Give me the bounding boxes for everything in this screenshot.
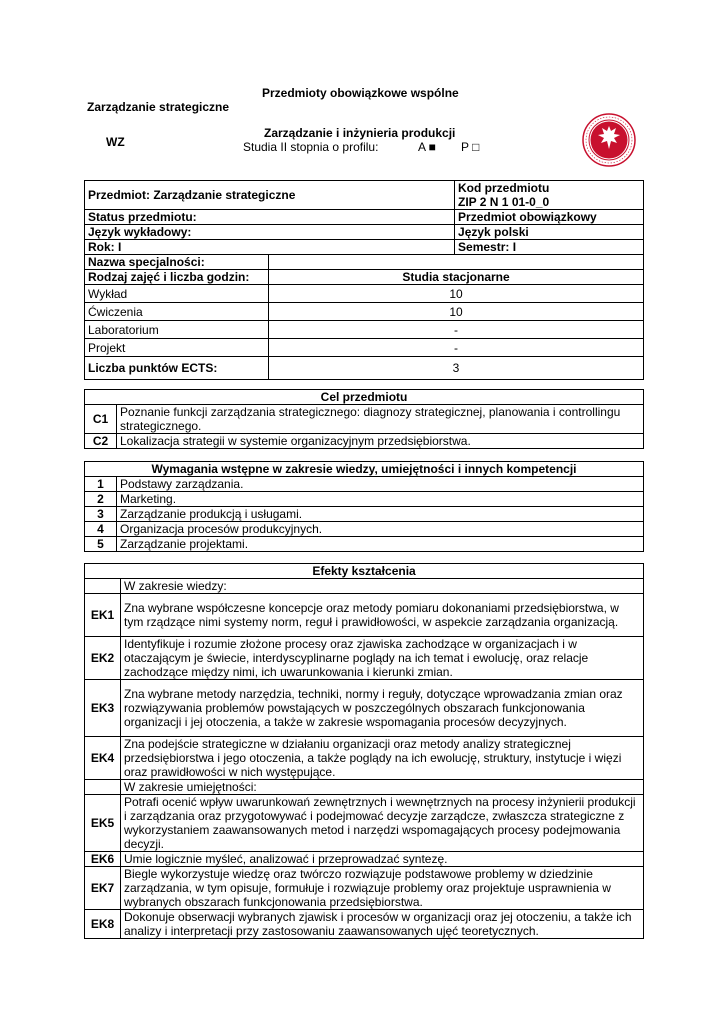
requirement-code: 5 [85,537,117,552]
faculty-code: WZ [106,135,125,149]
outcome-text: Potrafi ocenić wpływ uwarunkowań zewnętrznych i wewnętrznych na procesy inżynierii produkcji i zarządzania oraz przygotowywać i podejmować decyzje zarządcze, zwłaszcza strategiczne z wykorzystaniem zaawansowanych metod i narzędzi wspomagających procesy podejmowania decyzji. [121,795,644,852]
hours-value: 10 [269,285,644,303]
outcome-code: EK7 [85,867,121,910]
group-title: Przedmioty obowiązkowe wspólne [262,86,459,100]
status-label: Status przedmiotu: [85,210,455,225]
code-value: ZIP 2 N 1 01-0_0 [458,195,550,209]
outcomes-table [84,563,644,939]
subject-heading: Zarządzanie strategiczne [87,100,230,114]
university-logo [582,113,636,167]
knowledge-label: W zakresie wiedzy: [121,579,644,594]
requirements-title: Wymagania wstępne w zakresie wiedzy, umiejętności i innych kompetencji [85,462,644,477]
outcome-code: EK6 [85,852,121,867]
field-of-study: Zarządzanie i inżynieria produkcji [264,126,456,140]
goal-code: C2 [85,434,117,449]
classes-header: Rodzaj zajęć i liczba godzin: [85,270,269,285]
goal-code: C1 [85,405,117,434]
outcome-text: Zna wybrane metody narzędzia, techniki, normy i reguły, dotyczące wprowadzania zmian oraz rozwiązywania problemów powstających w poszczególnych obszarach funkcjonowania organizacji i jej otoczenia, a także w zakresie wspomagania procesów decyzyjnych. [121,680,644,737]
requirement-code: 3 [85,507,117,522]
outcome-code: EK3 [85,680,121,737]
requirement-text: Marketing. [117,492,644,507]
requirement-code: 2 [85,492,117,507]
subject-info-table [84,180,644,380]
outcome-text: Biegle wykorzystuje wiedzę oraz twórczo rozwiązuje podstawowe problemy w dziedzinie zarządzania, w tym opisuje, formułuje i rozwiązuje problemy oraz projektuje usprawnienia w wybranych obszarach funkcjonowania przedsiębiorstwa. [121,867,644,910]
requirement-text: Organizacja procesów produkcyjnych. [117,522,644,537]
outcome-code: EK8 [85,910,121,939]
hours-type: Ćwiczenia [85,303,269,321]
goal-text: Lokalizacja strategii w systemie organizacyjnym przedsiębiorstwa. [117,434,644,449]
goals-title: Cel przedmiotu [85,390,644,405]
requirement-text: Zarządzanie produkcją i usługami. [117,507,644,522]
empty-cell [85,780,121,795]
code-label: Kod przedmiotu [458,181,550,195]
goal-text: Poznanie funkcji zarządzania strategicznego: diagnozy strategicznej, planowania i controllingu strategicznego. [117,405,644,434]
ects-label: Liczba punktów ECTS: [85,357,269,380]
semester-label: Semestr: I [455,240,644,255]
outcome-code: EK1 [85,594,121,637]
hours-value: - [269,339,644,357]
profile-p: P □ [461,140,480,154]
ects-value: 3 [269,357,644,380]
requirement-text: Zarządzanie projektami. [117,537,644,552]
specialization-label: Nazwa specjalności: [85,255,269,270]
outcome-code: EK2 [85,637,121,680]
hours-value: - [269,321,644,339]
status-value: Przedmiot obowiązkowy [455,210,644,225]
mode-header: Studia stacjonarne [269,270,644,285]
goals-table [84,389,644,449]
hours-type: Projekt [85,339,269,357]
hours-value: 10 [269,303,644,321]
requirement-text: Podstawy zarządzania. [117,477,644,492]
empty-cell [85,579,121,594]
subject-code [455,181,644,210]
profile-label: Studia II stopnia o profilu: [243,140,379,154]
outcome-text: Zna wybrane współczesne koncepcje oraz metody pomiaru dokonaniami przedsiębiorstwa, w tym rządzące nimi systemy norm, reguł i prawidłowości, w aspekcie zarządzania organizacją. [121,594,644,637]
specialization-value [269,255,644,270]
language-value: Język polski [455,225,644,240]
hours-type: Laboratorium [85,321,269,339]
outcome-text: Dokonuje obserwacji wybranych zjawisk i procesów w organizacji oraz jej otoczeniu, a także ich analizy i interpretacji przy zastosowaniu zaawansowanych ujęć teoretycznych. [121,910,644,939]
requirement-code: 1 [85,477,117,492]
year-label: Rok: I [85,240,455,255]
language-label: Język wykładowy: [85,225,455,240]
profile-a: A ■ [418,140,436,154]
outcome-text: Zna podejście strategiczne w działaniu organizacji oraz metody analizy strategicznej przedsiębiorstwa i jego otoczenia, a także poglądy na ich ewolucję, struktury, instytucje i więzi oraz prawidłowości w nich występujące. [121,737,644,780]
subject-label: Przedmiot: Zarządzanie strategiczne [85,181,455,210]
hours-type: Wykład [85,285,269,303]
outcome-text: Identyfikuje i rozumie złożone procesy oraz zjawiska zachodzące w organizacjach i w otaczającym je świecie, interdyscyplinarne poglądy na ich temat i ewolucję, oraz relacje zachodzące między nimi, ich uwarunkowania i kierunki zmian. [121,637,644,680]
skills-label: W zakresie umiejętności: [121,780,644,795]
outcome-text: Umie logicznie myśleć, analizować i przeprowadzać syntezę. [121,852,644,867]
outcome-code: EK4 [85,737,121,780]
outcome-code: EK5 [85,795,121,852]
outcomes-title: Efekty kształcenia [85,564,644,579]
requirements-table [84,461,644,552]
requirement-code: 4 [85,522,117,537]
